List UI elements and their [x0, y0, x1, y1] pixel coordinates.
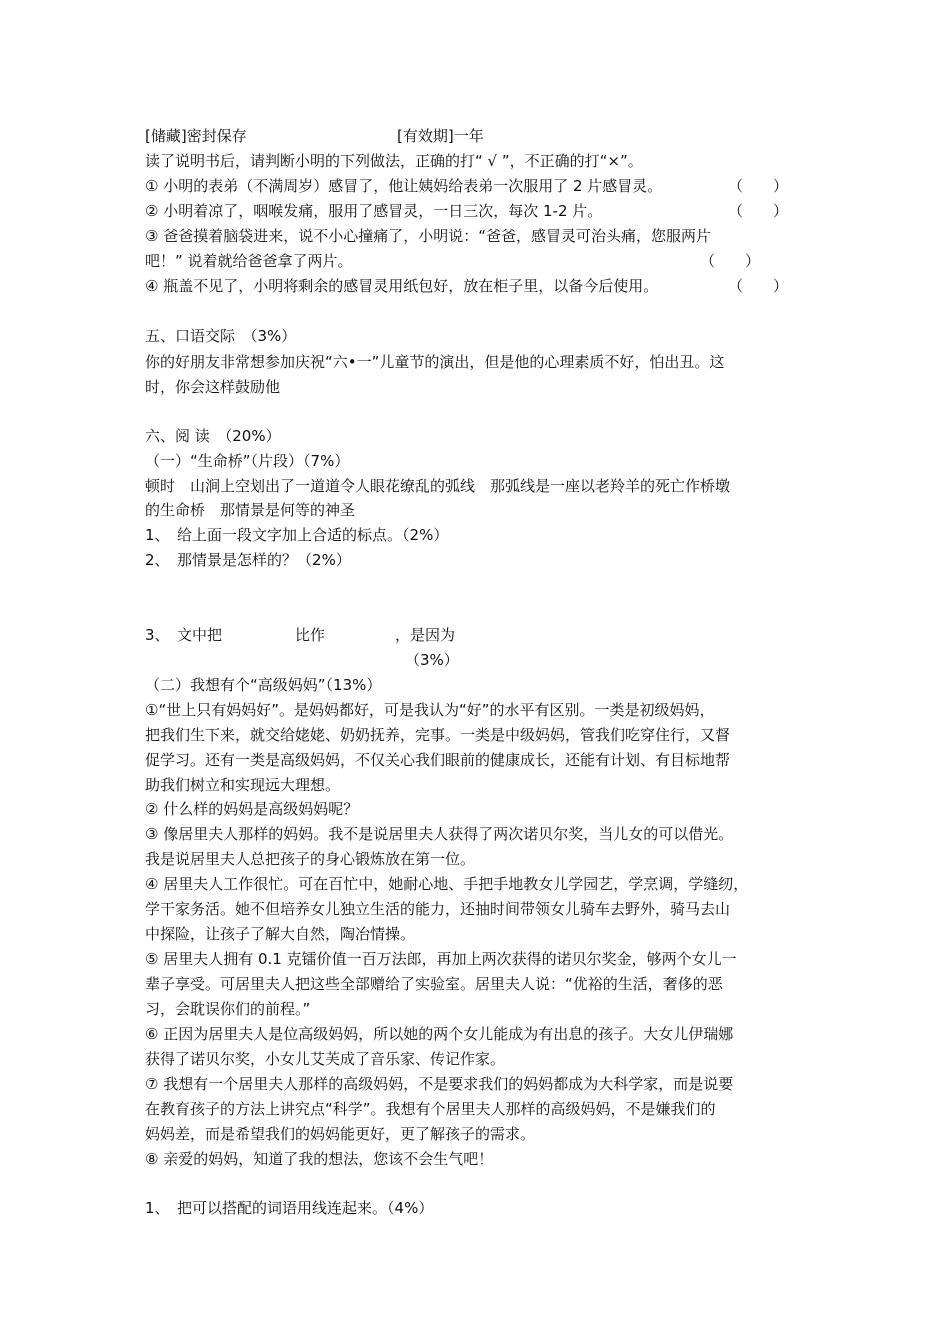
- section5-line2: 时，你会这样鼓励他: [145, 378, 281, 396]
- question-2: 2、 那情景是怎样的？（2%）: [145, 551, 351, 569]
- passage-line: ⑥ 正因为居里夫人是位高级妈妈，所以她的两个女儿能成为有出息的孩子。大女儿伊瑞娜: [145, 1025, 734, 1043]
- passage-line: 中探险，让孩子了解大自然，陶冶情操。: [145, 925, 416, 943]
- passage-line: ② 什么样的妈妈是高级妈妈呢？: [145, 800, 359, 818]
- passage-line: 在教育孩子的方法上讲究点“科学”。我想有个居里夫人那样的高级妈妈，不是嫌我们的: [145, 1100, 716, 1118]
- judgment-item-1: ① 小明的表弟（不满周岁）感冒了，他让姨妈给表弟一次服用了 2 片感冒灵。: [145, 177, 663, 195]
- part1-title: （一）“生命桥”（片段）（7%）: [145, 452, 350, 470]
- passage-line: ④ 居里夫人工作很忙。可在百忙中，她耐心地、手把手地教女儿学园艺，学烹调，学缝纫，: [145, 875, 749, 893]
- answer-paren-1: （ ）: [728, 177, 789, 195]
- question-1: 1、 给上面一段文字加上合适的标点。（2%）: [145, 526, 449, 544]
- storage-line: [145, 126, 815, 146]
- passage-line: ⑧ 亲爱的妈妈，知道了我的想法，您该不会生气吧！: [145, 1150, 494, 1168]
- passage-line: ①“世上只有妈妈好”。是妈妈都好，可是我认为“好”的水平有区别。一类是初级妈妈，: [145, 701, 715, 719]
- section6-title: 六、阅 读 （20%）: [145, 427, 281, 445]
- judgment-item-3: ③ 爸爸摸着脑袋进来，说不小心撞痛了，小明说：“爸爸，感冒灵可治头痛，您服两片: [145, 227, 711, 245]
- question-3-part-a: 3、 文中把: [145, 626, 223, 644]
- question-3-part-b: 比作: [295, 626, 326, 644]
- part2-title: （二）我想有个“高级妈妈”（13%）: [145, 676, 382, 694]
- final-question: 1、 把可以搭配的词语用线连起来。（4%）: [145, 1199, 434, 1217]
- part1-passage-line1: 顿时 山涧上空划出了一道道令人眼花缭乱的弧线 那弧线是一座以老羚羊的死亡作桥墩: [145, 477, 731, 495]
- section5-title: 五、口语交际 （3%）: [145, 327, 297, 345]
- passage-line: 获得了诺贝尔奖，小女儿艾芙成了音乐家、传记作家。: [145, 1050, 506, 1068]
- passage-line: 促学习。还有一类是高级妈妈，不仅关心我们眼前的健康成长，还能有计划、有目标地帮: [145, 751, 731, 769]
- passage-line: ⑤ 居里夫人拥有 0.1 克镭价值一百万法郎，再加上两次获得的诺贝尔奖金，够两个女儿一: [145, 950, 737, 968]
- validity-label: [有效期]一年: [397, 127, 484, 145]
- judgment-item-4: ④ 瓶盖不见了，小明将剩余的感冒灵用纸包好，放在柜子里，以备今后使用。: [145, 277, 659, 295]
- passage-line: ⑦ 我想有一个居里夫人那样的高级妈妈，不是要求我们的妈妈都成为大科学家，而是说要: [145, 1075, 734, 1093]
- passage-line: 妈妈差，而是希望我们的妈妈能更好，更了解孩子的需求。: [145, 1125, 536, 1143]
- question-3-score: （3%）: [405, 651, 459, 669]
- question-3: [145, 625, 815, 645]
- answer-paren-2: （ ）: [728, 202, 789, 220]
- judgment-item-3-cont: 吧！” 说着就给爸爸拿了两片。: [145, 252, 353, 270]
- storage-label: [储藏]密封保存: [145, 127, 247, 145]
- answer-paren-4: （ ）: [728, 277, 789, 295]
- question-3-part-c: ，是因为: [395, 626, 456, 644]
- passage-line: 我是说居里夫人总把孩子的身心锻炼放在第一位。: [145, 850, 476, 868]
- passage-line: 学干家务活。她不但培养女儿独立生活的能力，还抽时间带领女儿骑车去野外，骑马去山: [145, 900, 731, 918]
- passage-line: 助我们树立和实现远大理想。: [145, 776, 341, 794]
- answer-paren-3: （ ）: [700, 252, 761, 270]
- instruction: 读了说明书后，请判断小明的下列做法，正确的打“ √ ”，不正确的打“×”。: [145, 152, 643, 170]
- judgment-item-2: ② 小明着凉了，咽喉发痛，服用了感冒灵，一日三次，每次 1-2 片。: [145, 202, 603, 220]
- part1-passage-line2: 的生命桥 那情景是何等的神圣: [145, 501, 356, 519]
- section5-line1: 你的好朋友非常想参加庆祝“六•一”儿童节的演出，但是他的心理素质不好，怕出丑。这: [145, 353, 725, 371]
- passage-line: 习，会耽误你们的前程。”: [145, 1000, 311, 1018]
- passage-line: 辈子享受。可居里夫人把这些全部赠给了实验室。居里夫人说：“优裕的生活，奢侈的恶: [145, 975, 723, 993]
- passage-line: 把我们生下来，就交给姥姥、奶奶抚养，完事。一类是中级妈妈，管我们吃穿住行，又督: [145, 726, 731, 744]
- passage-line: ③ 像居里夫人那样的妈妈。我不是说居里夫人获得了两次诺贝尔奖，当儿女的可以借光。: [145, 825, 734, 843]
